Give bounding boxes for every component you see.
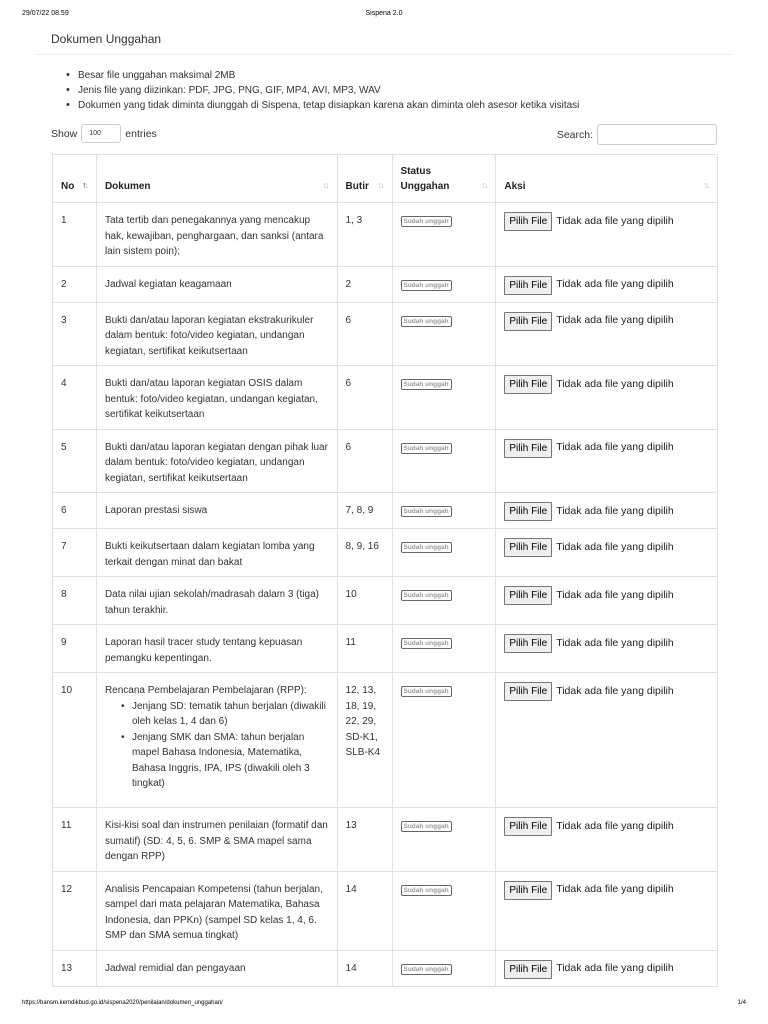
sort-icon[interactable]: ↑↓	[703, 180, 708, 190]
cell-no: 6	[53, 493, 97, 529]
cell-aksi	[496, 429, 718, 493]
choose-file-button[interactable]: Pilih File	[504, 502, 552, 521]
choose-file-button[interactable]: Pilih File	[504, 439, 552, 458]
file-picker[interactable]	[504, 375, 709, 394]
cell-dokumen	[96, 266, 337, 302]
cell-status	[392, 625, 496, 673]
dokumen-text: Laporan prestasi siswa	[104, 505, 208, 516]
dokumen-text: Laporan hasil tracer study tentang kepuasan pemangku kepentingan.	[104, 637, 303, 664]
header-butir-label: Butir	[345, 181, 369, 192]
cell-status	[392, 529, 496, 577]
dokumen-text: Bukti dan/atau laporan kegiatan OSIS dalam bentuk: foto/video kegiatan, undangan kegiatan, sertifikat keikutsertaan	[104, 378, 318, 420]
file-status-text: Tidak ada file yang dipilih	[556, 504, 674, 517]
dokumen-text: Data nilai ujian sekolah/madrasah dalam 3 (tiga) tahun terakhir.	[104, 589, 319, 616]
cell-status	[392, 429, 496, 493]
cell-butir: 14	[337, 871, 392, 950]
cell-status	[392, 366, 496, 430]
cell-dokumen	[96, 529, 337, 577]
file-picker[interactable]	[504, 212, 709, 231]
file-picker[interactable]	[504, 538, 709, 557]
sort-icon[interactable]: ↑↓	[481, 180, 487, 190]
print-page-number: 1/4	[737, 1000, 746, 1006]
cell-aksi	[496, 302, 718, 366]
upload-notes	[78, 68, 579, 113]
dokumen-text: Bukti keikutsertaan dalam kegiatan lomba yang terkait dengan minat dan bakat	[104, 541, 315, 568]
table-row	[53, 302, 718, 366]
status-badge: Sudah unggah	[401, 638, 452, 649]
header-dokumen[interactable]	[96, 155, 337, 203]
note-item: • Jenis file yang diizinkan: PDF, JPG, PNG, GIF, MP4, AVI, MP3, WAV	[78, 83, 579, 98]
cell-no: 8	[53, 577, 97, 625]
choose-file-button[interactable]: Pilih File	[504, 375, 552, 394]
cell-aksi	[496, 266, 718, 302]
sort-icon[interactable]: ↑↓	[322, 180, 328, 190]
table-row	[53, 366, 718, 430]
search-control	[557, 124, 717, 145]
cell-dokumen	[96, 808, 337, 872]
file-status-text: Tidak ada file yang dipilih	[556, 588, 674, 601]
cell-status	[392, 871, 496, 950]
cell-no: 3	[53, 302, 97, 366]
choose-file-button[interactable]: Pilih File	[504, 538, 552, 557]
entries-select[interactable]: 100	[81, 124, 121, 143]
cell-butir: 13	[337, 808, 392, 872]
table-body	[53, 203, 718, 987]
print-url: https://bansm.kemdikbud.go.id/sispena2020/penilaian/dokumen_unggahan/	[22, 1000, 223, 1006]
dokumen-sub-item: • Jenjang SMK dan SMA: tahun berjalan mapel Bahasa Indonesia, Matematika, Bahasa Inggris, IPA, IPS (diwakili oleh 3 tingkat)	[132, 730, 329, 792]
file-picker[interactable]	[504, 634, 709, 653]
cell-no: 9	[53, 625, 97, 673]
cell-no: 5	[53, 429, 97, 493]
cell-butir: 14	[337, 950, 392, 986]
file-status-text: Tidak ada file yang dipilih	[556, 214, 674, 227]
file-picker[interactable]	[504, 586, 709, 605]
cell-dokumen	[96, 203, 337, 267]
file-status-text: Tidak ada file yang dipilih	[556, 314, 674, 327]
dokumen-text: Tata tertib dan penegakannya yang mencakup hak, kewajiban, penghargaan, dan sanksi (antara lain sistem poin);	[104, 215, 324, 257]
choose-file-button[interactable]: Pilih File	[504, 634, 552, 653]
cell-butir: 10	[337, 577, 392, 625]
cell-aksi	[496, 203, 718, 267]
cell-no: 12	[53, 871, 97, 950]
choose-file-button[interactable]: Pilih File	[504, 817, 552, 836]
file-status-text: Tidak ada file yang dipilih	[556, 540, 674, 553]
status-badge: Sudah unggah	[401, 280, 452, 291]
status-badge: Sudah unggah	[401, 686, 452, 697]
print-timestamp: 29/07/22 08.59	[22, 10, 69, 17]
cell-butir: 1, 3	[337, 203, 392, 267]
entries-label: entries	[125, 127, 157, 140]
cell-aksi	[496, 577, 718, 625]
cell-aksi	[496, 625, 718, 673]
cell-butir: 6	[337, 302, 392, 366]
cell-aksi	[496, 950, 718, 986]
cell-no: 4	[53, 366, 97, 430]
cell-aksi	[496, 871, 718, 950]
header-aksi-label: Aksi	[504, 181, 526, 192]
file-status-text: Tidak ada file yang dipilih	[556, 377, 674, 390]
status-badge: Sudah unggah	[401, 821, 452, 832]
dokumen-text: Rencana Pembelajaran Pembelajaran (RPP):	[104, 685, 307, 696]
cell-aksi	[496, 529, 718, 577]
note-item: • Besar file unggahan maksimal 2MB	[78, 68, 579, 83]
cell-dokumen	[96, 950, 337, 986]
cell-aksi	[496, 366, 718, 430]
file-picker[interactable]	[504, 817, 709, 836]
cell-no: 1	[53, 203, 97, 267]
dokumen-sub-item: • Jenjang SD: tematik tahun berjalan (diwakili oleh kelas 1, 4 dan 6)	[132, 699, 329, 730]
file-picker[interactable]	[504, 439, 709, 458]
cell-status	[392, 808, 496, 872]
cell-dokumen	[96, 429, 337, 493]
table-row	[53, 625, 718, 673]
choose-file-button[interactable]: Pilih File	[504, 881, 552, 900]
choose-file-button[interactable]: Pilih File	[504, 312, 552, 331]
choose-file-button[interactable]: Pilih File	[504, 276, 552, 295]
dokumen-text: Analisis Pencapaian Kompetensi (tahun berjalan, sampel dari mata pelajaran Matematika, Bahasa Indonesia, dan PPKn) (sampel SD kelas 1, 4, 6. SMP dan SMA semua tingkat)	[104, 883, 323, 941]
choose-file-button[interactable]: Pilih File	[504, 586, 552, 605]
file-picker[interactable]	[504, 682, 709, 701]
cell-status	[392, 203, 496, 267]
print-footer	[22, 1000, 746, 1010]
cell-status	[392, 266, 496, 302]
show-label: Show	[51, 127, 78, 140]
status-badge: Sudah unggah	[401, 379, 452, 390]
header-dokumen-label: Dokumen	[104, 181, 151, 192]
cell-status	[392, 950, 496, 986]
table-row	[53, 266, 718, 302]
cell-status	[392, 493, 496, 529]
status-badge: Sudah unggah	[401, 443, 452, 454]
table-row	[53, 429, 718, 493]
table-row	[53, 673, 718, 808]
status-badge: Sudah unggah	[401, 590, 452, 601]
cell-aksi	[496, 808, 718, 872]
dokumen-sub-list	[132, 699, 329, 792]
sort-asc-icon[interactable]: ↑↓	[81, 180, 87, 190]
cell-status	[392, 302, 496, 366]
table-row	[53, 871, 718, 950]
file-status-text: Tidak ada file yang dipilih	[556, 883, 674, 896]
dokumen-text: Bukti dan/atau laporan kegiatan ekstrakurikuler dalam bentuk: foto/video kegiatan, undangan kegiatan, sertifikat keikutsertaan	[104, 314, 314, 357]
file-status-text: Tidak ada file yang dipilih	[556, 684, 674, 697]
search-input[interactable]	[597, 124, 717, 145]
file-status-text: Tidak ada file yang dipilih	[556, 278, 674, 291]
print-header	[22, 10, 746, 22]
cell-butir: 7, 8, 9	[337, 493, 392, 529]
table-row	[53, 493, 718, 529]
file-status-text: Tidak ada file yang dipilih	[556, 636, 674, 649]
file-picker[interactable]	[504, 276, 709, 295]
title-divider	[36, 54, 732, 55]
cell-butir: 6	[337, 366, 392, 430]
document-card	[36, 26, 732, 998]
header-butir[interactable]	[337, 155, 392, 203]
header-status[interactable]	[392, 155, 496, 203]
cell-dokumen	[96, 577, 337, 625]
table-row	[53, 950, 718, 986]
cell-no: 10	[53, 673, 97, 808]
table-row	[53, 203, 718, 267]
status-badge: Sudah unggah	[401, 964, 452, 975]
choose-file-button[interactable]: Pilih File	[504, 960, 552, 979]
header-aksi[interactable]	[496, 155, 718, 203]
sort-icon[interactable]: ↑↓	[377, 180, 383, 190]
cell-status	[392, 673, 496, 808]
choose-file-button[interactable]: Pilih File	[504, 212, 552, 231]
status-badge: Sudah unggah	[401, 542, 452, 553]
cell-dokumen	[96, 625, 337, 673]
file-picker[interactable]	[504, 960, 709, 979]
documents-table	[52, 154, 718, 987]
cell-aksi	[496, 493, 718, 529]
search-label: Search:	[556, 128, 593, 141]
cell-butir: 12, 13, 18, 19, 22, 29, SD-K1, SLB-K4	[337, 673, 392, 808]
file-picker[interactable]	[504, 502, 709, 521]
header-status-label-1: Status	[400, 166, 432, 177]
cell-status	[392, 577, 496, 625]
page-title: Dokumen Unggahan	[51, 32, 162, 46]
cell-butir: 11	[337, 625, 392, 673]
dokumen-text: Jadwal remidial dan pengayaan	[104, 962, 246, 974]
file-picker[interactable]	[504, 312, 709, 331]
cell-butir: 2	[337, 266, 392, 302]
cell-dokumen	[96, 673, 337, 808]
status-badge: Sudah unggah	[401, 885, 452, 896]
file-status-text: Tidak ada file yang dipilih	[556, 441, 674, 454]
cell-no: 11	[53, 808, 97, 872]
cell-aksi	[496, 673, 718, 808]
cell-no: 13	[53, 950, 97, 986]
cell-dokumen	[96, 871, 337, 950]
status-badge: Sudah unggah	[401, 216, 452, 227]
dokumen-text: Kisi-kisi soal dan instrumen penilaian (formatif dan sumatif) (SD: 4, 5, 6. SMP & SMA mapel sama dengan RPP)	[104, 820, 328, 862]
cell-dokumen	[96, 366, 337, 430]
print-title: Sispena 2.0	[365, 10, 403, 17]
table-row	[53, 529, 718, 577]
table-row	[53, 577, 718, 625]
cell-dokumen	[96, 302, 337, 366]
header-status-label-2: Unggahan	[400, 181, 450, 192]
header-no-label: No	[61, 181, 75, 192]
note-item: • Dokumen yang tidak diminta diunggah di Sispena, tetap disiapkan karena akan diminta oleh asesor ketika visitasi	[78, 98, 579, 113]
header-no[interactable]	[53, 155, 97, 203]
file-status-text: Tidak ada file yang dipilih	[556, 962, 674, 975]
status-badge: Sudah unggah	[401, 506, 452, 517]
dokumen-text: Jadwal kegiatan keagamaan	[104, 278, 232, 290]
file-picker[interactable]	[504, 881, 709, 900]
file-status-text: Tidak ada file yang dipilih	[556, 819, 674, 832]
status-badge: Sudah unggah	[401, 316, 452, 327]
cell-dokumen	[96, 493, 337, 529]
cell-no: 7	[53, 529, 97, 577]
cell-butir: 6	[337, 429, 392, 493]
cell-butir: 8, 9, 16	[337, 529, 392, 577]
choose-file-button[interactable]: Pilih File	[504, 682, 552, 701]
table-row	[53, 808, 718, 872]
table-header-row	[53, 155, 718, 203]
cell-no: 2	[53, 266, 97, 302]
dokumen-text: Bukti dan/atau laporan kegiatan dengan pihak luar dalam bentuk: foto/video kegiatan, undangan kegiatan, sertifikat keikutsertaan	[104, 441, 328, 484]
show-entries-control	[51, 124, 157, 143]
